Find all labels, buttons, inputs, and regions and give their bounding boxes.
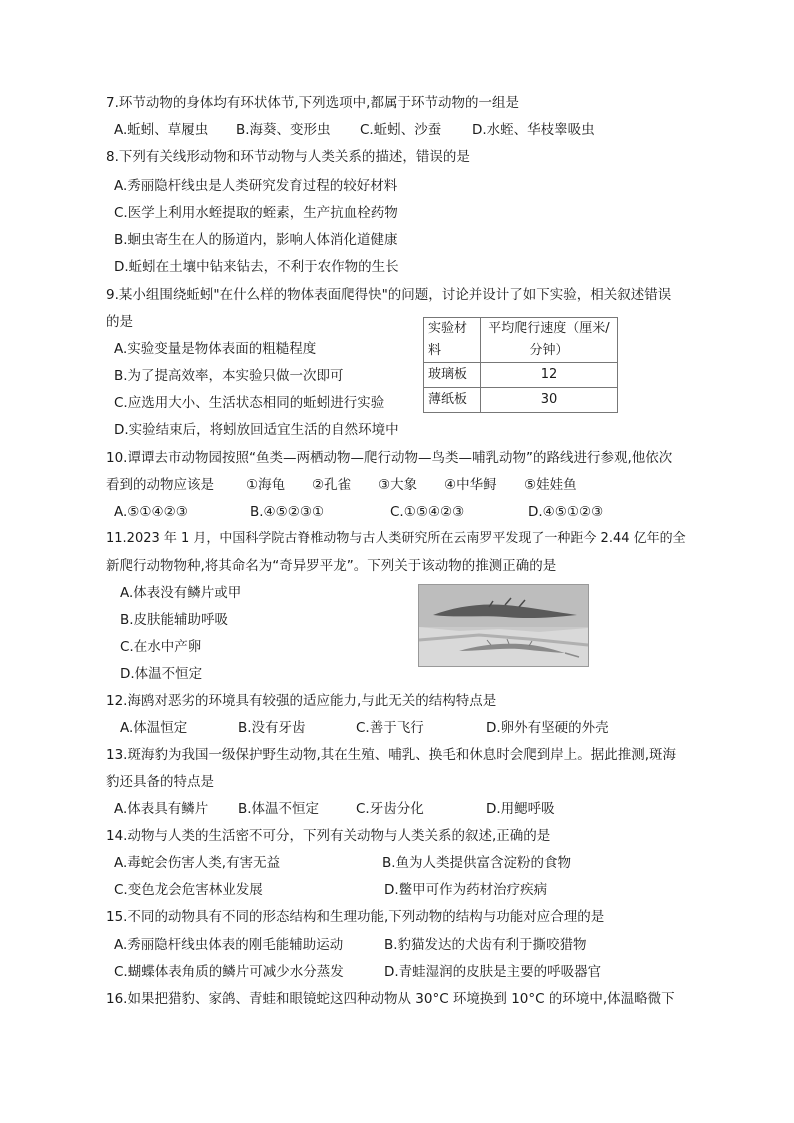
q7-option-d: D.水蛭、华枝睾吸虫	[472, 122, 595, 138]
q15-option-c: C.蝴蝶体表角质的鳞片可减少水分蒸发	[114, 964, 344, 980]
q14-stem: 14.动物与人类的生活密不可分，下列有关动物与人类关系的叙述,正确的是	[106, 828, 551, 844]
q11-option-a: A.体表没有鳞片或甲	[120, 585, 242, 601]
q12-option-d: D.卵外有坚硬的外壳	[486, 720, 609, 736]
q10-item-4: ④中华鲟	[444, 477, 497, 493]
table-row	[424, 363, 618, 388]
q7-stem: 7.环节动物的身体均有环状体节,下列选项中,都属于环节动物的一组是	[106, 95, 519, 111]
q12-options	[120, 719, 609, 737]
q16-stem: 16.如果把猎豹、家鸽、青蛙和眼镜蛇这四种动物从 30°C 环境换到 10°C 的环境中,体温略微下	[106, 991, 675, 1007]
table-header-material: 实验材料	[424, 318, 481, 363]
q10-option-a: A.⑤①④②③	[114, 504, 188, 520]
q12-option-c: C.善于飞行	[356, 720, 424, 736]
q12-option-a: A.体温恒定	[120, 720, 188, 736]
q8-stem: 8.下列有关线形动物和环节动物与人类关系的描述，错误的是	[106, 149, 470, 165]
table-cell-material: 玻璃板	[424, 363, 481, 388]
q9-experiment-table	[423, 317, 618, 413]
q12-option-b: B.没有牙齿	[238, 720, 306, 736]
q14-option-b: B.鱼为人类提供富含淀粉的食物	[382, 855, 572, 871]
q11-stem-line1: 11.2023 年 1 月，中国科学院古脊椎动物与古人类研究所在云南罗平发现了一种距今 2.44 亿年的全	[106, 531, 686, 546]
table-row	[424, 388, 618, 413]
q8-option-b: B.蛔虫寄生在人的肠道内，影响人体消化道健康	[114, 232, 398, 248]
q10-item-3: ③大象	[378, 477, 418, 493]
q7-option-b: B.海葵、变形虫	[236, 122, 331, 138]
q15-option-d: D.青蛙湿润的皮肤是主要的呼吸器官	[384, 964, 602, 980]
q10-stem-line2-row	[106, 476, 577, 494]
q10-stem-line1: 10.谭谭去市动物园按照“鱼类—两栖动物—爬行动物—鸟类—哺乳动物”的路线进行参观,他依次	[106, 450, 673, 466]
q9-option-d: D.实验结束后，将蚓放回适宜生活的自然环境中	[114, 422, 399, 438]
q7-options	[114, 121, 595, 139]
q9-option-b: B.为了提高效率，本实验只做一次即可	[114, 368, 344, 384]
q14-option-c: C.变色龙会危害林业发展	[114, 882, 263, 898]
q13-options	[114, 800, 555, 818]
q13-option-c: C.牙齿分化	[356, 801, 424, 817]
q10-option-c: C.①⑤④②③	[390, 504, 465, 520]
q11-option-c: C.在水中产卵	[120, 639, 202, 655]
q13-stem-line2: 豹还具备的特点是	[106, 774, 214, 790]
fossil-photo	[418, 584, 589, 667]
q9-stem-line2: 的是	[106, 314, 133, 330]
q8-option-c: C.医学上利用水蛭提取的蛭素，生产抗血栓药物	[114, 205, 398, 221]
q7-option-c: C.蚯蚓、沙蚕	[360, 122, 442, 138]
q15-stem: 15.不同的动物具有不同的形态结构和生理功能,下列动物的结构与功能对应合理的是	[106, 909, 605, 925]
q9-stem-line1: 9.某小组围绕蚯蚓"在什么样的物体表面爬得快"的问题，讨论并设计了如下实验，相关叙述错误	[106, 287, 672, 303]
fossil-image	[419, 585, 588, 666]
q9-option-c: C.应选用大小、生活状态相同的蚯蚓进行实验	[114, 395, 385, 411]
q8-option-d: D.蚯蚓在土壤中钻来钻去，不利于农作物的生长	[114, 259, 399, 275]
table-cell-speed: 30	[481, 388, 618, 413]
q10-option-d: D.④⑤①②③	[528, 504, 604, 520]
q9-option-a: A.实验变量是物体表面的粗糙程度	[114, 341, 317, 357]
q11-option-b: B.皮肤能辅助呼吸	[120, 612, 229, 628]
q14-option-a: A.毒蛇会伤害人类,有害无益	[114, 855, 281, 871]
q10-options	[114, 503, 603, 521]
q15-option-b: B.豹猫发达的犬齿有利于撕咬猎物	[384, 937, 587, 953]
q13-option-a: A.体表具有鳞片	[114, 801, 209, 817]
q14-option-d: D.鳖甲可作为药材治疗疾病	[384, 882, 548, 898]
q10-item-2: ②孔雀	[312, 477, 352, 493]
q11-stem-line2: 新爬行动物物种,将其命名为“奇异罗平龙”。下列关于该动物的推测正确的是	[106, 558, 557, 574]
q12-stem: 12.海鸥对恶劣的环境具有较强的适应能力,与此无关的结构特点是	[106, 693, 497, 709]
q13-option-b: B.体温不恒定	[238, 801, 320, 817]
q10-item-1: ①海龟	[246, 477, 286, 493]
q10-stem-line2: 看到的动物应该是	[106, 477, 214, 493]
q13-stem-line1: 13.斑海豹为我国一级保护野生动物,其在生殖、哺乳、换毛和休息时会爬到岸上。据此推测,斑海	[106, 747, 677, 763]
q11-option-d: D.体温不恒定	[120, 666, 203, 682]
q10-item-5: ⑤娃娃鱼	[524, 477, 577, 493]
q7-option-a: A.蚯蚓、草履虫	[114, 122, 209, 138]
table-cell-speed: 12	[481, 363, 618, 388]
q13-option-d: D.用鳃呼吸	[486, 801, 555, 817]
q8-option-a: A.秀丽隐杆线虫是人类研究发育过程的较好材料	[114, 178, 398, 194]
table-header-speed: 平均爬行速度（厘米/分钟）	[481, 318, 618, 363]
table-cell-material: 薄纸板	[424, 388, 481, 413]
table-header-row	[424, 318, 618, 363]
q10-option-b: B.④⑤②③①	[250, 504, 325, 520]
q15-option-a: A.秀丽隐杆线虫体表的刚毛能辅助运动	[114, 937, 344, 953]
